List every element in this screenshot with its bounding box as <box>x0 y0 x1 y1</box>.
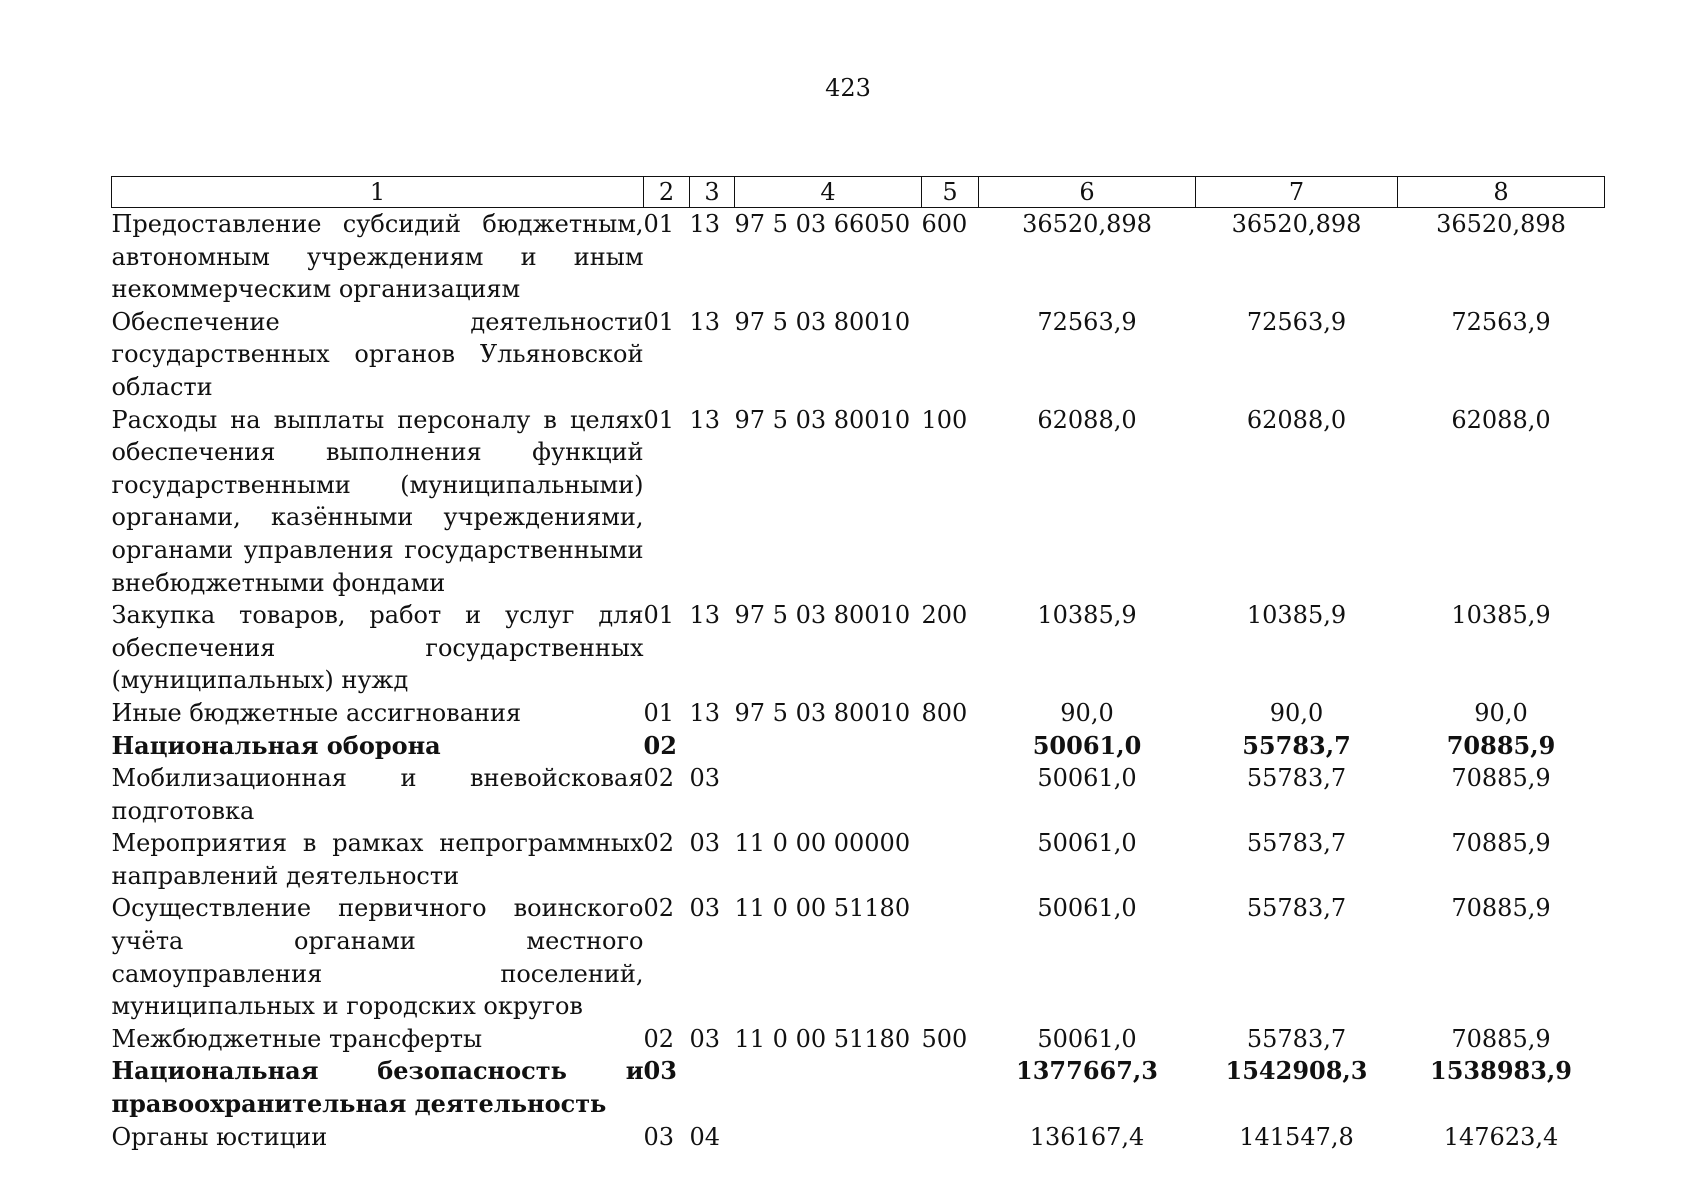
amount-col6-cell: 50061,0 <box>1037 1024 1137 1053</box>
expense-type-cell: 600 <box>921 210 968 238</box>
row-name-cell: Осуществление первичного воинского учёта органами местного самоуправления поселений, муниципальных и городских округов <box>111 894 644 1021</box>
column-header: 5 <box>922 177 979 208</box>
amount-col7-cell: 62088,0 <box>1246 405 1347 434</box>
subsection-code-cell: 03 <box>689 1024 721 1053</box>
section-code-cell: 02 <box>643 764 675 793</box>
table-row <box>112 1055 1605 1120</box>
section-code-cell: 03 <box>643 1122 675 1151</box>
amount-col6-cell: 72563,9 <box>1037 307 1137 336</box>
amount-col7-cell: 55783,7 <box>1246 764 1347 793</box>
amount-col8-cell: 70885,9 <box>1451 1024 1551 1053</box>
row-name-cell: Национальная безопасность и правоохранительная деятельность <box>111 1056 644 1119</box>
subsection-code-cell <box>690 1055 735 1120</box>
subsection-code-cell: 03 <box>689 829 721 858</box>
section-code-cell: 02 <box>643 1024 675 1053</box>
table-row <box>112 827 1605 892</box>
row-name-cell: Иные бюджетные ассигнования <box>111 698 522 727</box>
amount-col8-cell: 70885,9 <box>1451 764 1551 793</box>
table-row <box>112 730 1605 763</box>
expense-type-cell <box>922 827 979 892</box>
table-row <box>112 762 1605 827</box>
amount-col7-cell: 90,0 <box>1269 698 1324 727</box>
amount-col8-cell: 70885,9 <box>1451 829 1551 858</box>
table-row <box>112 404 1605 600</box>
expense-type-cell <box>922 1055 979 1120</box>
amount-col8-cell: 147623,4 <box>1443 1122 1559 1151</box>
row-name-cell: Национальная оборона <box>111 730 441 760</box>
expense-type-cell <box>922 892 979 1022</box>
row-name-cell: Мобилизационная и вневойсковая подготовка <box>111 764 644 825</box>
subsection-code-cell: 03 <box>689 894 721 923</box>
table-row <box>112 892 1605 1022</box>
amount-col8-cell: 90,0 <box>1474 698 1528 727</box>
amount-col7-cell: 141547,8 <box>1239 1122 1354 1151</box>
section-code-cell: 03 <box>643 1056 677 1086</box>
target-article-cell: 11 0 00 00000 <box>734 829 911 858</box>
target-article-cell: 11 0 00 51180 <box>734 1024 911 1053</box>
table-row <box>112 697 1605 730</box>
section-code-cell: 02 <box>643 829 675 858</box>
column-header: 4 <box>735 177 922 208</box>
section-code-cell: 01 <box>643 210 675 238</box>
row-name-cell: Расходы на выплаты персоналу в целях обеспечения выполнения функций государственными (муниципальными) органами, казёнными учреждениями, органами управления государственными внебюджетными фондами <box>111 405 644 597</box>
target-article-cell: 97 5 03 80010 <box>734 601 911 630</box>
amount-col6-cell: 50061,0 <box>1032 730 1142 760</box>
amount-col6-cell: 50061,0 <box>1037 829 1137 858</box>
amount-col7-cell: 55783,7 <box>1246 1024 1347 1053</box>
subsection-code-cell: 13 <box>689 405 721 434</box>
target-article-cell: 97 5 03 66050 <box>734 210 911 238</box>
expense-type-cell: 200 <box>921 601 968 630</box>
row-name-cell: Предоставление субсидий бюджетным, автономным учреждениям и иным некоммерческим организациям <box>111 210 644 304</box>
column-header: 8 <box>1398 177 1605 208</box>
subsection-code-cell: 13 <box>689 307 721 336</box>
column-header: 3 <box>690 177 735 208</box>
target-article-cell: 97 5 03 80010 <box>734 405 911 434</box>
subsection-code-cell: 13 <box>689 601 721 630</box>
amount-col6-cell: 50061,0 <box>1037 764 1137 793</box>
target-article-cell: 11 0 00 51180 <box>734 894 911 923</box>
section-code-cell: 02 <box>643 894 675 923</box>
amount-col7-cell: 1542908,3 <box>1225 1056 1368 1086</box>
expense-type-cell: 500 <box>921 1024 968 1053</box>
row-name-cell: Обеспечение деятельности государственных органов Ульяновской области <box>111 307 644 401</box>
target-article-cell: 97 5 03 80010 <box>734 698 911 727</box>
row-name-cell: Мероприятия в рамках непрограммных направлений деятельности <box>111 829 644 890</box>
amount-col8-cell: 70885,9 <box>1446 730 1556 760</box>
target-article-cell <box>735 730 922 763</box>
subsection-code-cell <box>690 730 735 763</box>
subsection-code-cell: 13 <box>689 210 721 238</box>
section-code-cell: 01 <box>643 601 675 630</box>
column-number-header <box>112 177 1605 208</box>
expense-type-cell: 100 <box>921 405 968 434</box>
amount-col7-cell: 36520,898 <box>1231 210 1362 238</box>
table-body <box>112 208 1605 1154</box>
expense-type-cell <box>922 1121 979 1154</box>
column-header: 2 <box>644 177 690 208</box>
subsection-code-cell: 03 <box>689 764 721 793</box>
amount-col6-cell: 136167,4 <box>1029 1122 1145 1151</box>
section-code-cell: 02 <box>643 730 677 760</box>
amount-col7-cell: 72563,9 <box>1246 307 1347 336</box>
table-row <box>112 1023 1605 1056</box>
section-code-cell: 01 <box>643 405 675 434</box>
amount-col6-cell: 62088,0 <box>1037 405 1137 434</box>
table-row <box>112 306 1605 404</box>
expense-type-cell <box>922 730 979 763</box>
amount-col8-cell: 62088,0 <box>1451 405 1551 434</box>
column-header: 6 <box>979 177 1196 208</box>
amount-col6-cell: 50061,0 <box>1037 894 1137 923</box>
section-code-cell: 01 <box>643 698 675 727</box>
expense-type-cell <box>922 762 979 827</box>
amount-col8-cell: 36520,898 <box>1436 210 1566 238</box>
amount-col6-cell: 1377667,3 <box>1016 1056 1158 1086</box>
amount-col6-cell: 36520,898 <box>1022 210 1152 238</box>
table-row <box>112 208 1605 306</box>
amount-col8-cell: 10385,9 <box>1451 601 1551 630</box>
table-row <box>112 1121 1605 1154</box>
amount-col7-cell: 10385,9 <box>1246 601 1347 630</box>
target-article-cell <box>735 1121 922 1154</box>
amount-col7-cell: 55783,7 <box>1246 894 1347 923</box>
column-header: 1 <box>112 177 644 208</box>
target-article-cell: 97 5 03 80010 <box>734 307 911 336</box>
target-article-cell <box>735 1055 922 1120</box>
subsection-code-cell: 04 <box>689 1122 721 1151</box>
amount-col7-cell: 55783,7 <box>1242 730 1351 760</box>
amount-col7-cell: 55783,7 <box>1246 829 1347 858</box>
amount-col8-cell: 1538983,9 <box>1430 1056 1572 1086</box>
amount-col8-cell: 72563,9 <box>1451 307 1551 336</box>
expense-type-cell <box>922 306 979 404</box>
section-code-cell: 01 <box>643 307 675 336</box>
target-article-cell <box>735 762 922 827</box>
row-name-cell: Закупка товаров, работ и услуг для обеспечения государственных (муниципальных) нужд <box>111 601 644 695</box>
subsection-code-cell: 13 <box>689 698 721 727</box>
expense-type-cell: 800 <box>921 698 968 727</box>
amount-col8-cell: 70885,9 <box>1451 894 1551 923</box>
row-name-cell: Межбюджетные трансферты <box>111 1024 483 1053</box>
table-row <box>112 599 1605 697</box>
page-number: 423 <box>825 74 871 102</box>
budget-table <box>111 176 1605 1153</box>
amount-col6-cell: 10385,9 <box>1037 601 1137 630</box>
amount-col6-cell: 90,0 <box>1060 698 1114 727</box>
row-name-cell: Органы юстиции <box>111 1122 328 1151</box>
column-header: 7 <box>1196 177 1398 208</box>
